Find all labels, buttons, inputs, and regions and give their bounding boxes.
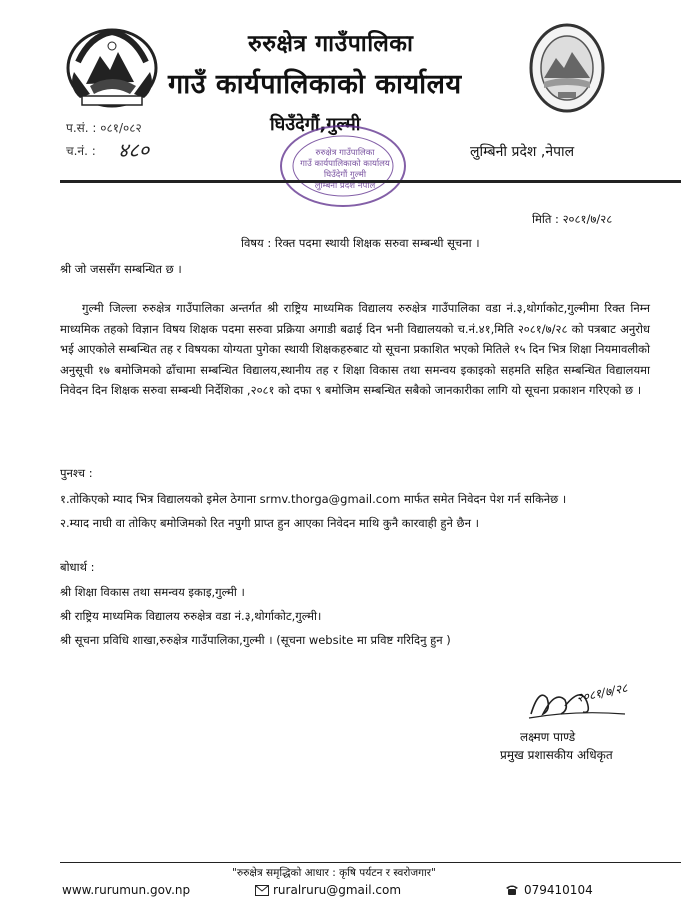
footer-website: www.rurumun.gov.np xyxy=(62,883,191,897)
ps-item-2: २.म्याद नाघी वा तोकिए बमोजिमको रित नपुगी प्राप्त हुन आएका निवेदन माथि कुनै कारवाही हुने छैन । xyxy=(60,516,479,530)
municipality-seal-logo xyxy=(528,22,606,114)
stamp-line-3: घिउँदेगौं गुल्मी xyxy=(323,170,367,180)
footer-slogan: "रुरुक्षेत्र समृद्धिको आधार : कृषि पर्यटन र स्वरोजगार" xyxy=(232,867,436,879)
signature-date: २०८१/७/२८ xyxy=(575,680,629,706)
telephone-icon xyxy=(505,884,519,896)
reference-number: प.सं. : ०८१/०८२ xyxy=(66,121,142,135)
signatory-designation: प्रमुख प्रशासकीय अधिकृत xyxy=(500,748,613,762)
ps-heading: पुनश्च : xyxy=(60,466,93,480)
footer-divider xyxy=(60,862,681,863)
footer-email: ruralruru@gmail.com xyxy=(273,883,402,897)
cc-heading: बोधार्थ : xyxy=(60,560,95,574)
ps-item-1: १.तोकिएको म्याद भित्र विद्यालयको इमेल ठेगाना srmv.thorga@gmail.com मार्फत समेत निवेदन पेश गर्न सकिनेछ । xyxy=(60,492,567,506)
nepal-emblem-logo xyxy=(60,22,164,110)
footer-phone-block xyxy=(505,883,593,897)
signatory-name: लक्ष्मण पाण्डे xyxy=(520,730,576,744)
letter-body: गुल्मी जिल्ला रुरुक्षेत्र गाउँपालिका अन्तर्गत श्री राष्ट्रिय माध्यमिक विद्यालय रुरुक्षेत्र गाउँपालिका वडा नं.३,थोर्गाकोट,गुल्मीमा रिक्त निम्न माध्यमिक तहको विज्ञान विषय शिक्षक पदमा सरुवा प्रक्रिया अगाडी बढाई दिन भनी विद्यालयको च.नं.४१,मिति २०८१/७/२८ को पत्रबाट अनुरोध भई आएकोले सम्बन्धित तह र विषयका योग्यता पुगेका स्थायी शिक्षकहरुबाट यो सूचना प्रकाशित भएको मितिले १५ दिन भित्र शिक्षा नियमावलीको अनुसूची १७ बमोजिमको ढाँचामा सम्बन्धित विद्यालय,स्थानीय तह र शिक्षा विकास तथा समन्वय इकाइको सहमति सहित सम्बन्धित विद्यालयमा निवेदन दिन शिक्षक सरुवा सम्बन्धी निर्देशिका ,२०८१ को दफा ९ बमोजिम सम्बन्धित सबैको जानकारीका लागि यो सूचना प्रकाशन गरिएको छ । xyxy=(60,301,650,397)
dispatch-number-handwritten: ४८० xyxy=(118,138,150,162)
province-label: लुम्बिनी प्रदेश ,नेपाल xyxy=(470,144,575,160)
cc-item-1: श्री शिक्षा विकास तथा समन्वय इकाइ,गुल्मी । xyxy=(60,585,245,599)
stamp-line-1: रुरुक्षेत्र गाउँपालिका xyxy=(315,148,375,158)
letter-addressee: श्री जो जससँग सम्बन्धित छ । xyxy=(60,262,182,276)
header-divider xyxy=(60,180,681,183)
stamp-line-2: गाउँ कार्यपालिकाको कार्यालय xyxy=(300,159,390,169)
municipality-name: रुरुक्षेत्र गाउँपालिका xyxy=(248,31,414,57)
office-location: घिउँदेगौं,गुल्मी xyxy=(270,114,361,135)
cc-item-2: श्री राष्ट्रिय माध्यमिक विद्यालय रुरुक्षेत्र वडा नं.३,थोर्गाकोट,गुल्मी। xyxy=(60,609,322,623)
office-title: गाउँ कार्यपालिकाको कार्यालय xyxy=(168,69,462,100)
envelope-icon xyxy=(255,885,269,896)
cc-item-3: श्री सूचना प्रविधि शाखा,रुरुक्षेत्र गाउँपालिका,गुल्मी । (सूचना website मा प्रविष्ट गरिदिनु हुन ) xyxy=(60,633,451,647)
stamp-line-4: लुम्बिनी प्रदेश नेपाल xyxy=(314,181,376,191)
dispatch-number-label: च.नं. : xyxy=(66,144,96,158)
footer-phone: 079410104 xyxy=(524,883,593,897)
letter-subject: विषय : रिक्त पदमा स्थायी शिक्षक सरुवा सम्बन्धी सूचना । xyxy=(241,236,480,250)
letter-date: मिति : २०८१/७/२८ xyxy=(532,212,613,226)
footer-email-block xyxy=(255,883,401,897)
